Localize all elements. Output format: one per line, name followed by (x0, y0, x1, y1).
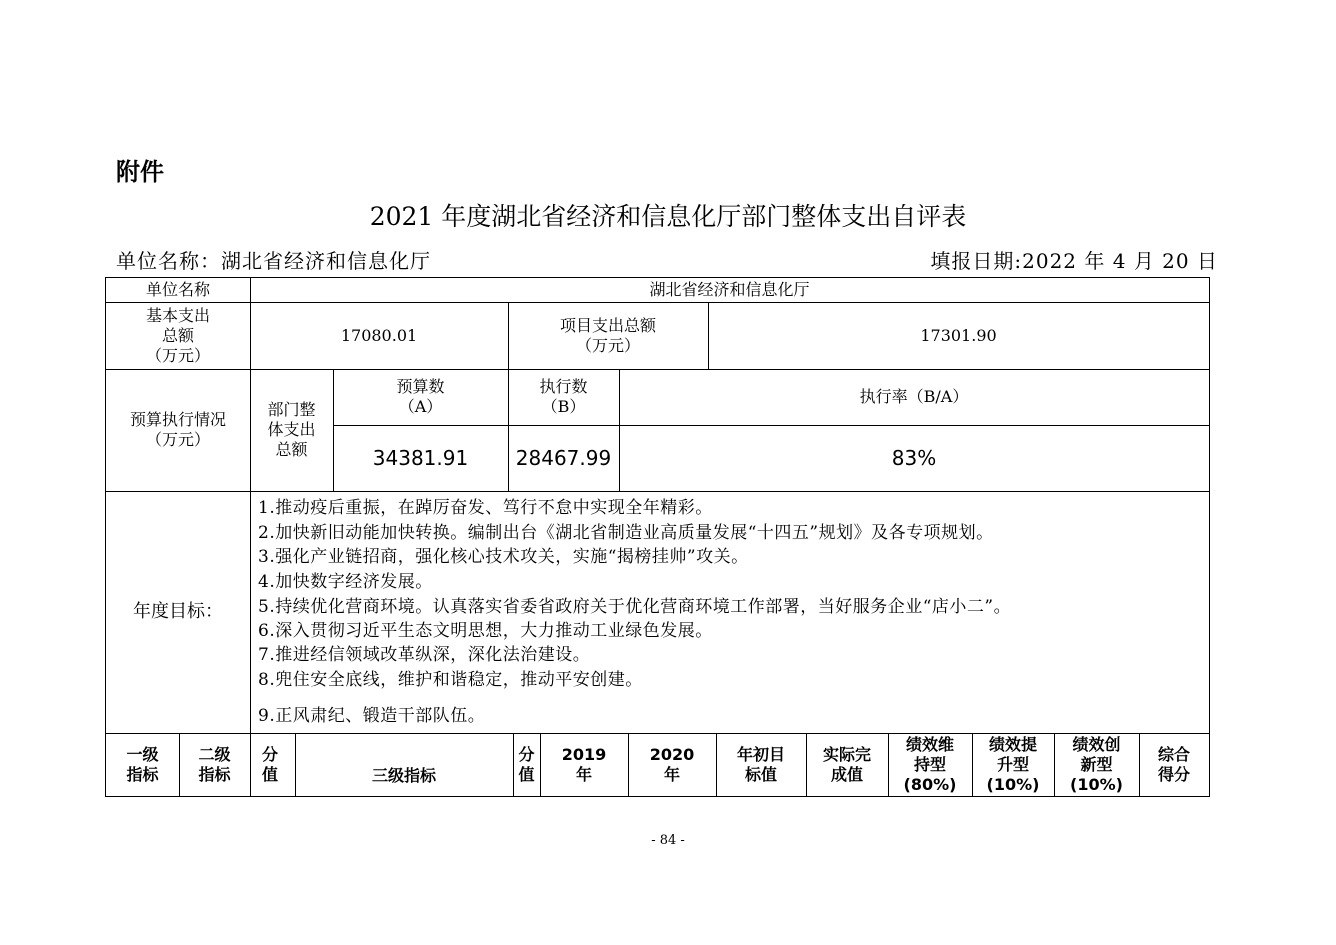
dept-total-label-line: 部门整 (267, 400, 316, 419)
header-total-line: 综合 (1157, 744, 1190, 764)
header-maintain-line: (80%) (903, 774, 957, 794)
budget-header-line: 预算数 (396, 377, 445, 396)
rate-header-cell (619, 369, 1210, 426)
header-target-line: 标值 (744, 764, 777, 784)
attachment-label: 附件 (116, 158, 164, 186)
budget-value: 34381.91 (372, 446, 469, 470)
header-total-line: 得分 (1157, 764, 1190, 784)
header-2020-line: 2020 (649, 744, 695, 764)
annual-goal-label-cell (105, 491, 251, 734)
goal-item: 2.加快新旧动能加快转换。编制出台《湖北省制造业高质量发展“十四五”规划》及各专项规划。 (258, 523, 994, 543)
goal-item: 5.持续优化营商环境。认真落实省委省政府关于优化营商环境工作部署，当好服务企业“店小二”。 (258, 597, 1012, 617)
budget-header-line: （A） (398, 397, 443, 416)
header-target-line: 年初目 (736, 744, 785, 764)
dept-total-label-line: 总额 (275, 440, 308, 459)
document-title: 2021 年度湖北省经济和信息化厅部门整体支出自评表 (369, 202, 967, 231)
budget-exec-label-line: 预算执行情况 (129, 410, 226, 429)
fill-date-line: 填报日期:2022 年 4 月 20 日 (930, 249, 1218, 273)
goal-item: 1.推动疫后重振，在踔厉奋发、笃行不怠中实现全年精彩。 (258, 498, 713, 518)
unit-name-line: 单位名称：湖北省经济和信息化厅 (116, 249, 431, 273)
header-improve-line: (10%) (986, 774, 1040, 794)
project-expense-label-cell (508, 302, 709, 370)
basic-expense-label-line: （万元） (145, 345, 210, 365)
project-expense-value: 17301.90 (920, 325, 997, 345)
header-2019-line: 年 (575, 764, 592, 784)
header-improve-line: 升型 (996, 754, 1029, 774)
header-score1-line: 值 (262, 764, 279, 784)
annual-goal-label: 年度目标： (133, 601, 223, 622)
header-total-cell (1139, 733, 1210, 797)
header-level1-line: 一级 (126, 744, 159, 764)
basic-expense-label-line: 总额 (161, 325, 194, 345)
header-level1-line: 指标 (126, 764, 159, 784)
header-level2-line: 指标 (198, 764, 231, 784)
basic-expense-value: 17080.01 (340, 325, 418, 345)
budget-exec-label-line: （万元） (145, 430, 210, 449)
header-score2-line: 分 (518, 744, 535, 764)
unit-name-value: 湖北省经济和信息化厅 (649, 280, 810, 299)
header-score2-cell (513, 733, 541, 797)
header-score1-line: 分 (262, 744, 279, 764)
header-level2-line: 二级 (198, 744, 231, 764)
dept-total-label-line: 体支出 (267, 420, 316, 439)
unit-name-label-cell (105, 277, 251, 303)
basic-expense-label-line: 基本支出 (145, 305, 210, 325)
header-level1-cell (105, 733, 180, 797)
basic-expense-label-cell (105, 302, 251, 370)
header-maintain-cell (888, 733, 973, 797)
goal-item: 8.兜住安全底线，维护和谐稳定，推动平安创建。 (258, 670, 643, 690)
goal-item: 9.正风肃纪、锻造干部队伍。 (258, 706, 486, 726)
header-2019-line: 2019 (561, 744, 607, 764)
header-improve-line: 绩效提 (988, 734, 1037, 754)
header-score1-cell (250, 733, 296, 797)
goal-item: 7.推进经信领域改革纵深，深化法治建设。 (258, 645, 591, 665)
unit-name-value-cell (250, 277, 1210, 303)
budget-value-cell (333, 425, 509, 492)
header-actual-cell (806, 733, 889, 797)
basic-expense-value-cell (250, 302, 509, 370)
unit-name-label: 单位名称 (145, 280, 210, 299)
exec-header-line: 执行数 (539, 377, 588, 396)
header-2019-cell (540, 733, 629, 797)
header-2020-line: 年 (663, 764, 680, 784)
rate-header: 执行率（B/A） (859, 387, 969, 406)
project-expense-value-cell (708, 302, 1210, 370)
header-improve-cell (972, 733, 1055, 797)
header-maintain-line: 持型 (913, 754, 946, 774)
budget-exec-label-cell (105, 369, 251, 492)
annual-goal-list (250, 491, 1210, 733)
header-level2-cell (179, 733, 251, 797)
header-actual-line: 实际完 (822, 744, 871, 764)
rate-value-cell (619, 425, 1210, 492)
header-level3: 三级指标 (371, 766, 436, 785)
header-innovate-line: 绩效创 (1072, 734, 1121, 754)
exec-header-cell (508, 369, 620, 426)
header-innovate-line: (10%) (1070, 774, 1123, 794)
header-target-cell (716, 733, 807, 797)
goal-item: 3.强化产业链招商，强化核心技术攻关，实施“揭榜挂帅”攻关。 (258, 547, 749, 567)
header-2020-cell (628, 733, 717, 797)
dept-total-label-cell (250, 369, 334, 492)
rate-value: 83% (891, 446, 937, 470)
header-actual-line: 成值 (830, 764, 863, 784)
goal-item: 4.加快数字经济发展。 (258, 572, 433, 592)
header-level3-cell (295, 733, 514, 797)
exec-value-cell (508, 425, 620, 492)
header-maintain-line: 绩效维 (905, 734, 954, 754)
header-innovate-line: 新型 (1080, 754, 1113, 774)
exec-header-line: （B） (541, 397, 586, 416)
project-expense-label-line: （万元） (575, 335, 640, 355)
goal-item: 6.深入贯彻习近平生态文明思想，大力推动工业绿色发展。 (258, 621, 713, 641)
exec-value: 28467.99 (515, 446, 612, 470)
header-innovate-cell (1054, 733, 1140, 797)
project-expense-label-line: 项目支出总额 (559, 315, 656, 335)
budget-header-cell (333, 369, 509, 426)
page-number: - 84 - (651, 833, 685, 848)
header-score2-line: 值 (518, 764, 535, 784)
